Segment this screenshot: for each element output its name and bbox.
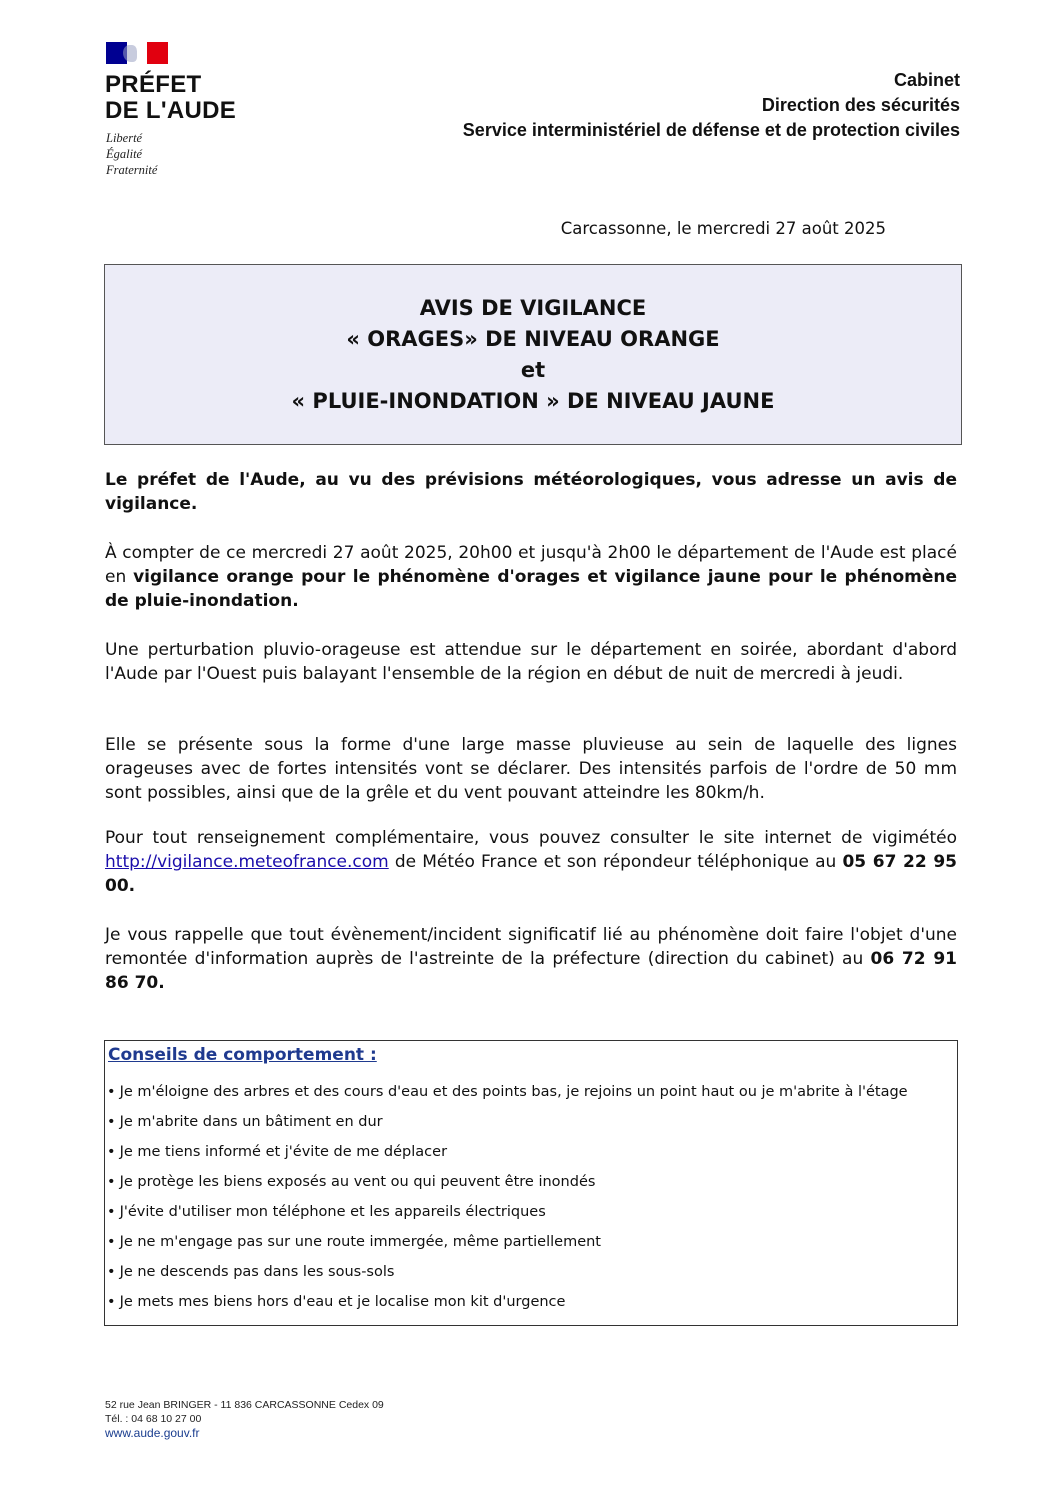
list-item (105, 1287, 957, 1317)
bullet-icon: • (107, 1264, 116, 1280)
marianne-flag-logo (106, 42, 168, 64)
list-item-text: Je ne descends pas dans les sous-sols (119, 1264, 395, 1280)
meteofrance-link[interactable]: http://vigilance.meteofrance.com (105, 852, 389, 872)
p4-text: Elle se présente sous la forme d'une large masse pluvieuse au sein de laquelle des lignes orageuses avec de fortes intensités vont se déclarer. Des intensités parfois de l'ordre de 50 mm sont possibles, ainsi que de la grêle et du vent pouvant atteindre les 80km/h. (105, 735, 957, 803)
prefecture-name-line1: PRÉFET (105, 71, 202, 98)
title-line-2: « ORAGES» DE NIVEAU ORANGE (346, 326, 720, 351)
service-cabinet: Cabinet (893, 70, 960, 90)
service-header (463, 68, 960, 143)
list-item-text: Je mets mes biens hors d'eau et je localise mon kit d'urgence (119, 1294, 566, 1310)
bullet-icon: • (107, 1174, 116, 1190)
p5-text-mid: de Météo France et son répondeur téléphonique au (388, 852, 843, 872)
paragraph-reminder (105, 923, 957, 995)
footer-tel: Tél. : 04 68 10 27 00 (105, 1413, 202, 1425)
bullet-icon: • (107, 1144, 116, 1160)
list-item (105, 1227, 957, 1257)
list-item-text: J'évite d'utiliser mon téléphone et les appareils électriques (119, 1204, 546, 1220)
bullet-icon: • (107, 1294, 116, 1310)
bullet-icon: • (107, 1084, 116, 1100)
prefecture-phone: 06 72 91 86 70. (105, 949, 957, 993)
paragraph-intensity (105, 733, 957, 805)
footer (105, 1398, 384, 1440)
list-item-text: Je ne m'engage pas sur une route immergée, même partiellement (119, 1234, 601, 1250)
list-item-text: Je m'éloigne des arbres et des cours d'eau et des points bas, je rejoins un point haut ou je m'abrite à l'étage (119, 1084, 908, 1100)
motto-fraternite: Fraternité (106, 163, 158, 177)
p5-text-start: Pour tout renseignement complémentaire, vous pouvez consulter le site internet de vigimétéo (105, 828, 957, 848)
paragraph-info (105, 826, 957, 898)
list-item (105, 1167, 957, 1197)
motto-egalite: Égalité (106, 147, 143, 161)
footer-address: 52 rue Jean BRINGER - 11 836 CARCASSONNE Cedex 09 (105, 1399, 384, 1411)
list-item (105, 1257, 957, 1287)
p2-text: À compter de ce mercredi 27 août 2025, 20h00 et jusqu'à 2h00 le département de l'Aude est placé en (105, 543, 957, 587)
bullet-icon: • (107, 1234, 116, 1250)
list-item-text: Je me tiens informé et j'évite de me déplacer (119, 1144, 448, 1160)
conseils-list (105, 1077, 957, 1317)
list-item (105, 1137, 957, 1167)
list-item (105, 1077, 957, 1107)
title-line-1: AVIS DE VIGILANCE (419, 295, 647, 320)
paragraph-perturbation (105, 638, 957, 686)
paragraph-vigilance-period (105, 541, 957, 613)
title-line-3: et (520, 357, 546, 382)
prefecture-name-line2: DE L'AUDE (105, 97, 237, 124)
date-line: Carcassonne, le mercredi 27 août 2025 (560, 219, 886, 238)
title-line-4: « PLUIE-INONDATION » DE NIVEAU JAUNE (291, 388, 775, 413)
footer-website-link[interactable]: www.aude.gouv.fr (105, 1426, 200, 1440)
paragraph-intro (105, 468, 957, 516)
paragraph-intro-text: Le préfet de l'Aude, au vu des prévisions météorologiques, vous adresse un avis de vigilance. (105, 470, 957, 514)
service-sidpc: Service interministériel de défense et de protection civiles (462, 120, 960, 140)
list-item-text: Je m'abrite dans un bâtiment en dur (119, 1114, 383, 1130)
list-item (105, 1197, 957, 1227)
conseils-box (104, 1040, 958, 1326)
bullet-icon: • (107, 1114, 116, 1130)
meteofrance-phone: 05 67 22 95 00. (105, 852, 958, 896)
prefecture-name (105, 72, 236, 124)
p3-text: Une perturbation pluvio-orageuse est attendue sur le département en soirée, abordant d'abord l'Aude par l'Ouest puis balayant l'ensemble de la région en début de nuit de mercredi à jeudi. (105, 640, 957, 684)
list-item-text: Je protège les biens exposés au vent ou qui peuvent être inondés (119, 1174, 596, 1190)
title-box (104, 264, 962, 445)
p2-bold: vigilance orange pour le phénomène d'orages et vigilance jaune pour le phénomène de pluie-inondation. (105, 567, 958, 611)
republic-motto (106, 130, 157, 178)
service-direction: Direction des sécurités (761, 95, 960, 115)
p6-text-start: Je vous rappelle que tout évènement/incident significatif lié au phénomène doit faire l'objet d'une remontée d'information auprès de l'astreinte de la préfecture (direction du cabinet) au (105, 925, 957, 969)
bullet-icon: • (107, 1204, 116, 1220)
conseils-title: Conseils de comportement : (108, 1045, 377, 1065)
motto-liberte: Liberté (106, 131, 143, 145)
list-item (105, 1107, 957, 1137)
